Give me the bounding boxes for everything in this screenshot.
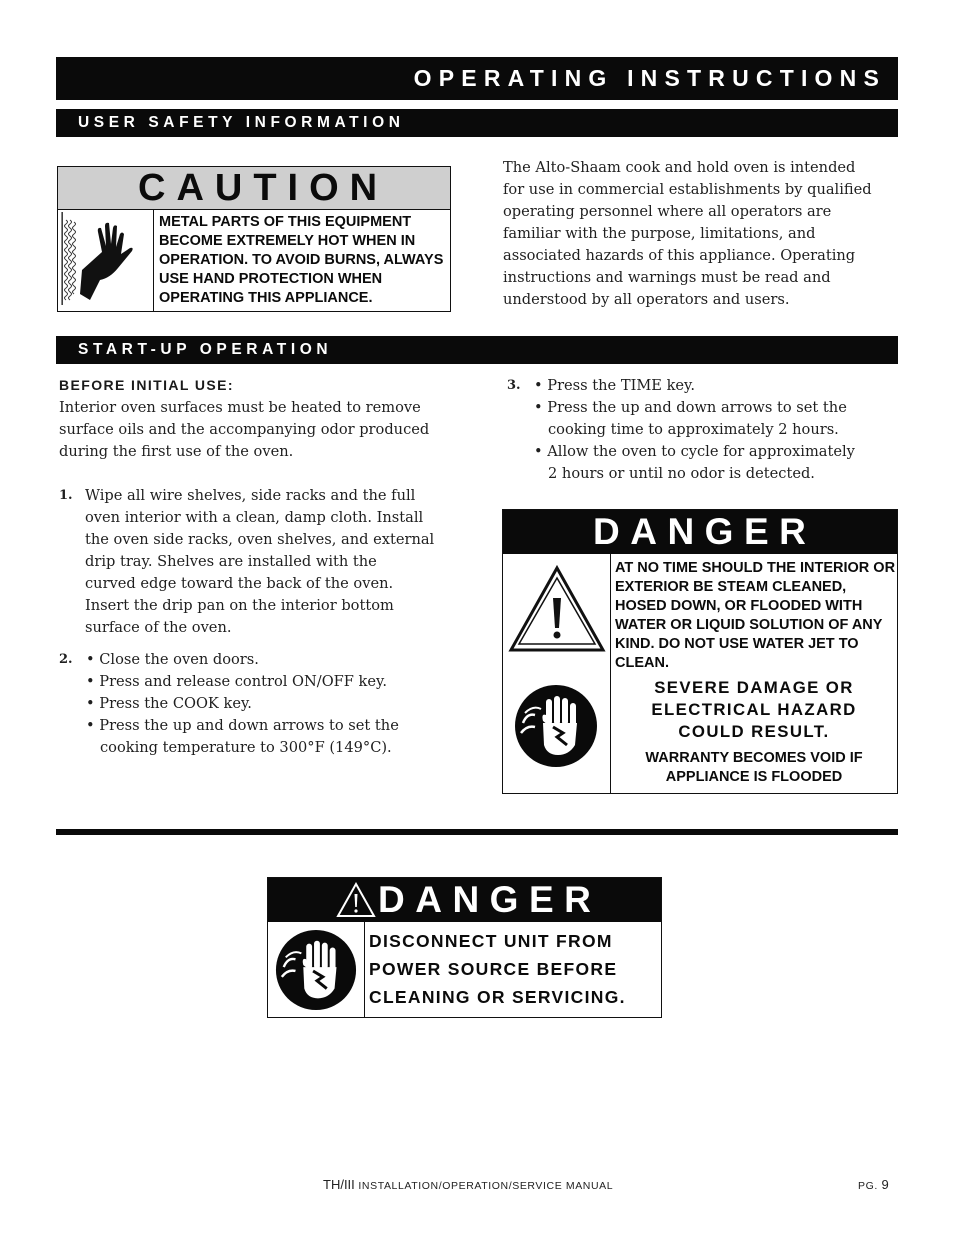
step-1-line: surface of the oven.	[85, 619, 232, 636]
step-2-bullet: • Press the COOK key.	[86, 695, 252, 712]
before-initial-use-text	[59, 397, 459, 463]
user-safety-heading-bar	[56, 109, 898, 137]
danger-box-flooding	[502, 509, 898, 794]
electrical-hazard-hand-icon	[274, 928, 358, 1012]
startup-intro-line: Interior oven surfaces must be heated to remove	[59, 399, 421, 416]
safety-intro-line: associated hazards of this appliance. Operating	[503, 247, 856, 264]
startup-intro-line: surface oils and the accompanying odor produced	[59, 421, 430, 438]
caution-text: METAL PARTS OF THIS EQUIPMENT BECOME EXTREMELY HOT WHEN IN OPERATION. TO AVOID BURNS, ALWAYS USE HAND PROTECTION WHEN OPERATING THIS APPLIANCE.	[159, 214, 444, 306]
safety-intro-line: familiar with the purpose, limitations, and	[503, 225, 816, 242]
startup-heading: START-UP OPERATION	[78, 341, 333, 358]
safety-intro-paragraph	[503, 157, 903, 311]
caution-box	[57, 166, 451, 312]
severe-damage-line: COULD RESULT.	[678, 722, 830, 741]
step-3-bullet: • Press the up and down arrows to set the	[534, 399, 847, 416]
page-title: OPERATING INSTRUCTIONS	[413, 65, 886, 91]
danger-icon-cell	[268, 922, 365, 1017]
warning-triangle-icon	[507, 564, 607, 656]
safety-intro-line: operating personnel where all operators are	[503, 203, 832, 220]
danger-title: DANGER	[268, 878, 661, 922]
footer-page-prefix: PG.	[858, 1180, 878, 1192]
caution-icon-cell	[58, 210, 154, 311]
severe-damage-line: SEVERE DAMAGE OR	[654, 678, 854, 697]
caution-title: CAUTION	[58, 167, 450, 210]
severe-damage-line: ELECTRICAL HAZARD	[651, 700, 857, 719]
warranty-line: APPLIANCE IS FLOODED	[665, 769, 843, 785]
danger-icons-cell	[503, 554, 611, 793]
safety-intro-line: for use in commercial establishments by qualified	[503, 181, 872, 198]
before-initial-use-heading: BEFORE INITIAL USE:	[59, 377, 234, 393]
disconnect-warning-text	[369, 927, 661, 1011]
step-3-text	[534, 375, 904, 485]
step-2-number: 2.	[59, 652, 73, 667]
footer-page	[858, 1177, 889, 1192]
step-1-text	[85, 485, 465, 639]
step-3-bullet-continued: cooking time to approximately 2 hours.	[548, 421, 839, 438]
warning-triangle-icon	[336, 882, 376, 918]
electrical-hazard-hand-icon	[513, 683, 599, 769]
step-3-number: 3.	[507, 378, 521, 393]
severe-damage-warning	[611, 677, 897, 743]
step-3-bullet: • Press the TIME key.	[534, 377, 695, 394]
step-3-bullet-continued: 2 hours or until no odor is detected.	[548, 465, 815, 482]
step-2-bullet-continued: cooking temperature to 300°F (149°C).	[100, 739, 392, 756]
step-2-bullet: • Press the up and down arrows to set the	[86, 717, 399, 734]
warranty-line: WARRANTY BECOMES VOID IF	[645, 750, 863, 766]
page-number: 9	[881, 1177, 889, 1192]
step-3-bullet: • Allow the oven to cycle for approximately	[534, 443, 855, 460]
disconnect-line: DISCONNECT UNIT FROM	[369, 931, 613, 951]
footer-model: TH/III	[323, 1177, 355, 1192]
danger-title: DANGER	[503, 510, 897, 554]
danger-box-disconnect	[267, 877, 662, 1018]
danger-flooding-text: AT NO TIME SHOULD THE INTERIOR OR EXTERIOR BE STEAM CLEANED, HOSED DOWN, OR FLOODED WITH WATER OR LIQUID SOLUTION OF ANY KIND. DO NOT USE WATER JET TO CLEAN.	[615, 560, 896, 671]
startup-intro-line: during the first use of the oven.	[59, 443, 294, 460]
step-1-line: drip tray. Shelves are installed with the	[85, 553, 377, 570]
step-1-line: Insert the drip pan on the interior bottom	[85, 597, 394, 614]
step-2-bullet: • Close the oven doors.	[86, 651, 259, 668]
step-1-number: 1.	[59, 488, 73, 503]
step-1-line: curved edge toward the back of the oven.	[85, 575, 394, 592]
step-1-line: oven interior with a clean, damp cloth. Install	[85, 509, 424, 526]
section-divider-rule	[56, 829, 898, 835]
footer-manual: INSTALLATION/OPERATION/SERVICE MANUAL	[358, 1180, 614, 1192]
safety-intro-line: The Alto-Shaam cook and hold oven is intended	[503, 159, 856, 176]
step-2-bullet: • Press and release control ON/OFF key.	[86, 673, 387, 690]
warranty-notice	[611, 749, 897, 787]
footer-manual-title	[323, 1177, 613, 1192]
disconnect-line: CLEANING OR SERVICING.	[369, 987, 626, 1007]
startup-heading-bar	[56, 336, 898, 364]
step-1-line: the oven side racks, oven shelves, and external	[85, 531, 435, 548]
user-safety-heading: USER SAFETY INFORMATION	[78, 114, 405, 131]
page-header-bar	[56, 57, 898, 100]
safety-intro-line: understood by all operators and users.	[503, 291, 790, 308]
disconnect-line: POWER SOURCE BEFORE	[369, 959, 618, 979]
step-2-text	[86, 649, 466, 759]
step-1-line: Wipe all wire shelves, side racks and the full	[85, 487, 416, 504]
hot-surface-hand-icon	[58, 210, 152, 309]
safety-intro-line: instructions and warnings must be read and	[503, 269, 831, 286]
